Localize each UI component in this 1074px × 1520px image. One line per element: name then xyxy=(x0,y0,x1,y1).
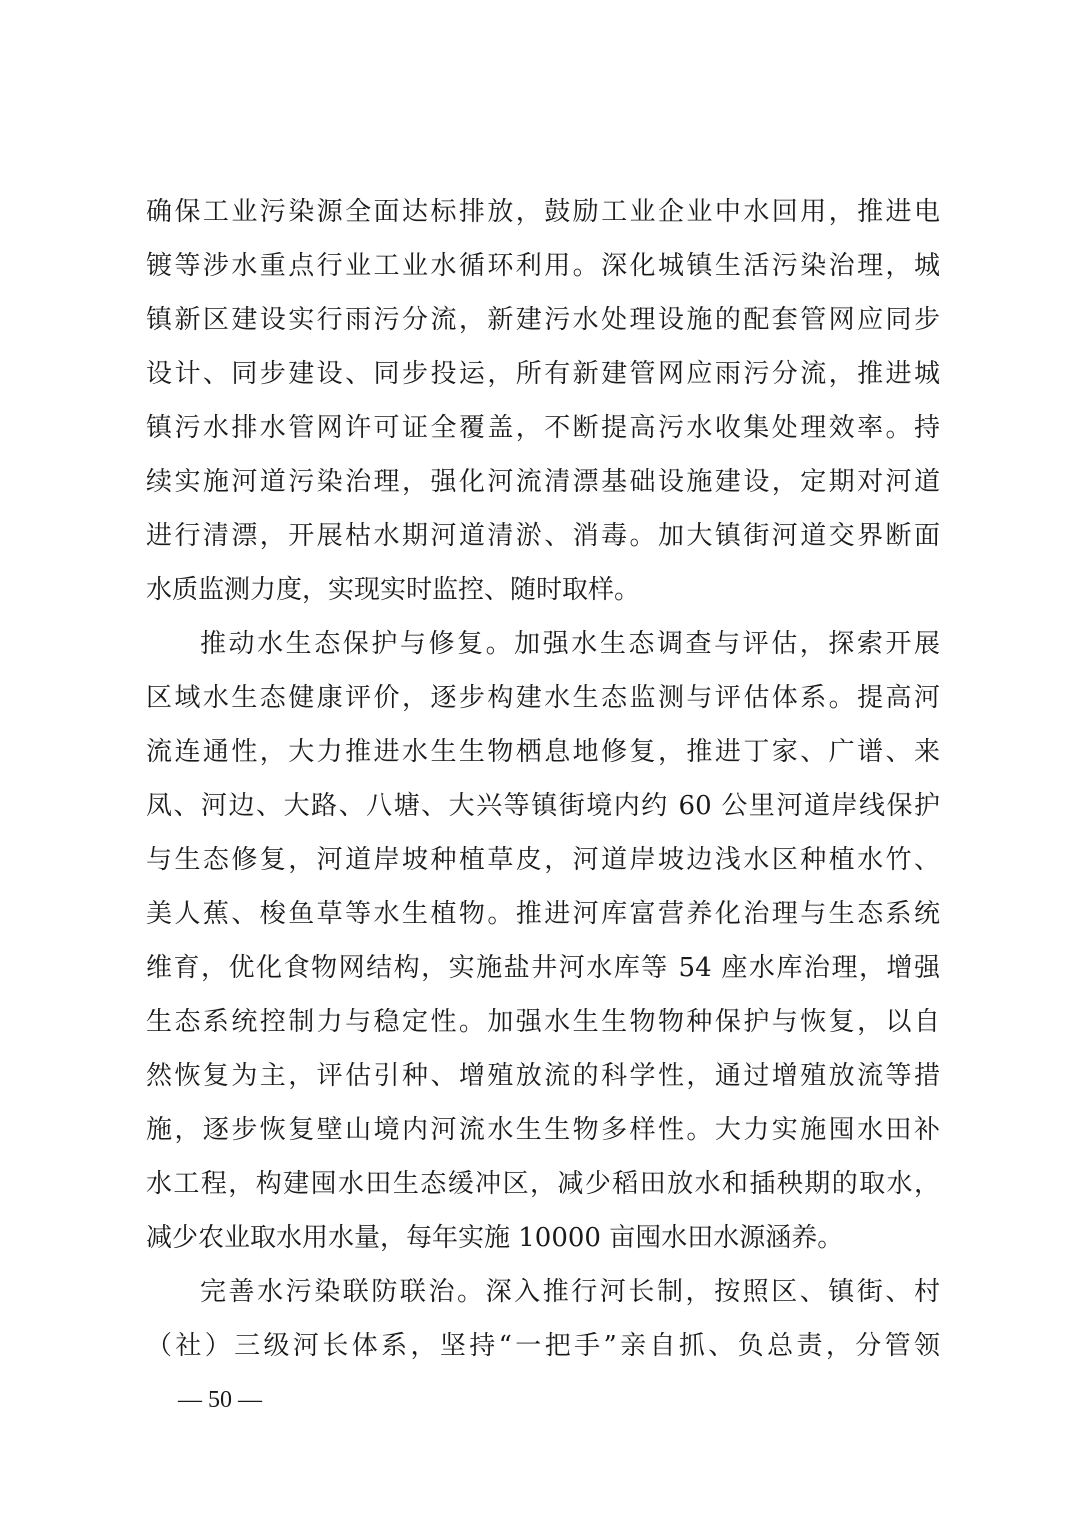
text-line-18: 施，逐步恢复壁山境内河流水生生物多样性。大力实施囤水田补 xyxy=(146,1115,940,1145)
text-line-3: 镇新区建设实行雨污分流，新建污水处理设施的配套管网应同步 xyxy=(146,305,940,335)
text-line-6: 续实施河道污染治理，强化河流清漂基础设施建设，定期对河道 xyxy=(146,467,940,497)
text-line-5: 镇污水排水管网许可证全覆盖，不断提高污水收集处理效率。持 xyxy=(146,413,940,443)
text-line-12: 凤、河边、大路、八塘、大兴等镇街境内约 60 公里河道岸线保护 xyxy=(146,791,940,821)
text-line-13: 与生态修复，河道岸坡种植草皮，河道岸坡边浅水区种植水竹、 xyxy=(146,845,940,875)
text-line-14: 美人蕉、梭鱼草等水生植物。推进河库富营养化治理与生态系统 xyxy=(146,899,940,929)
text-line-7: 进行清漂，开展枯水期河道清淤、消毒。加大镇街河道交界断面 xyxy=(146,521,940,551)
text-line-2: 镀等涉水重点行业工业水循环利用。深化城镇生活污染治理，城 xyxy=(146,251,940,281)
text-line-9: 推动水生态保护与修复。加强水生态调查与评估，探索开展 xyxy=(200,629,940,659)
text-line-20: 减少农业取水用水量，每年实施 10000 亩囤水田水源涵养。 xyxy=(146,1223,844,1253)
text-line-10: 区域水生态健康评价，逐步构建水生态监测与评估体系。提高河 xyxy=(146,683,940,713)
text-line-17: 然恢复为主，评估引种、增殖放流的科学性，通过增殖放流等措 xyxy=(146,1061,940,1091)
text-line-8: 水质监测力度，实现实时监控、随时取样。 xyxy=(146,575,641,605)
text-line-4: 设计、同步建设、同步投运，所有新建管网应雨污分流，推进城 xyxy=(146,359,940,389)
text-line-22: （社）三级河长体系，坚持“一把手”亲自抓、负总责，分管领 xyxy=(146,1331,940,1361)
text-line-11: 流连通性，大力推进水生生物栖息地修复，推进丁家、广谱、来 xyxy=(146,737,940,767)
text-line-16: 生态系统控制力与稳定性。加强水生生物物种保护与恢复，以自 xyxy=(146,1007,940,1037)
text-line-19: 水工程，构建囤水田生态缓冲区，减少稻田放水和插秧期的取水， xyxy=(146,1169,940,1199)
text-line-1: 确保工业污染源全面达标排放，鼓励工业企业中水回用，推进电 xyxy=(146,197,940,227)
text-line-21: 完善水污染联防联治。深入推行河长制，按照区、镇街、村 xyxy=(200,1277,940,1307)
page-number: — 50 — xyxy=(178,1387,262,1413)
text-line-15: 维育，优化食物网结构，实施盐井河水库等 54 座水库治理，增强 xyxy=(146,953,940,983)
